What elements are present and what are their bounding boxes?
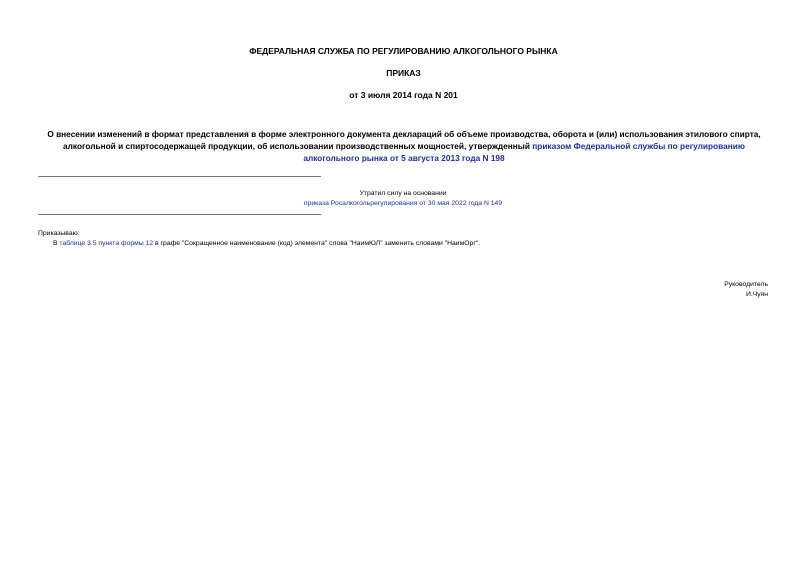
order-paragraph xyxy=(53,239,773,248)
document-date: от 3 июля 2014 года N 201 xyxy=(349,90,458,100)
document-title-text: О внесении изменений в формат представления в форме электронного документа деклараций об объеме производства, оборота и (или) использования этилового спирта, алкогольной и спиртосодержащей продукции, об использовании производственных мощностей, утвержденный xyxy=(47,129,761,151)
signer-title: Руководитель xyxy=(724,281,768,288)
divider-bottom xyxy=(38,214,321,215)
document-title xyxy=(34,128,774,164)
document-type: ПРИКАЗ xyxy=(386,68,421,78)
repeal-note-label: Утратил силу на основании xyxy=(359,190,447,197)
table-reference-link[interactable]: таблице 3.5 пункта формы 12 xyxy=(59,240,154,247)
order-paragraph-text: в графе "Сокращенное наименование (код) элемента" слова "НаимЮЛ" заменить словами "НаимОрг". xyxy=(153,240,481,247)
divider-top xyxy=(38,176,321,177)
repeal-order-link[interactable]: приказа Росалкогольрегулирования от 30 мая 2022 года N 149 xyxy=(303,200,503,207)
order-paragraph-prefix: В xyxy=(53,240,60,247)
order-label: Приказываю: xyxy=(38,230,80,237)
signer-name: И.Чуян xyxy=(745,291,768,298)
base-order-link[interactable]: приказом Федеральной службы по регулированию алкогольного рынка от 5 августа 2013 года N 198 xyxy=(303,141,745,163)
agency-name: ФЕДЕРАЛЬНАЯ СЛУЖБА ПО РЕГУЛИРОВАНИЮ АЛКОГОЛЬНОГО РЫНКА xyxy=(249,46,558,56)
